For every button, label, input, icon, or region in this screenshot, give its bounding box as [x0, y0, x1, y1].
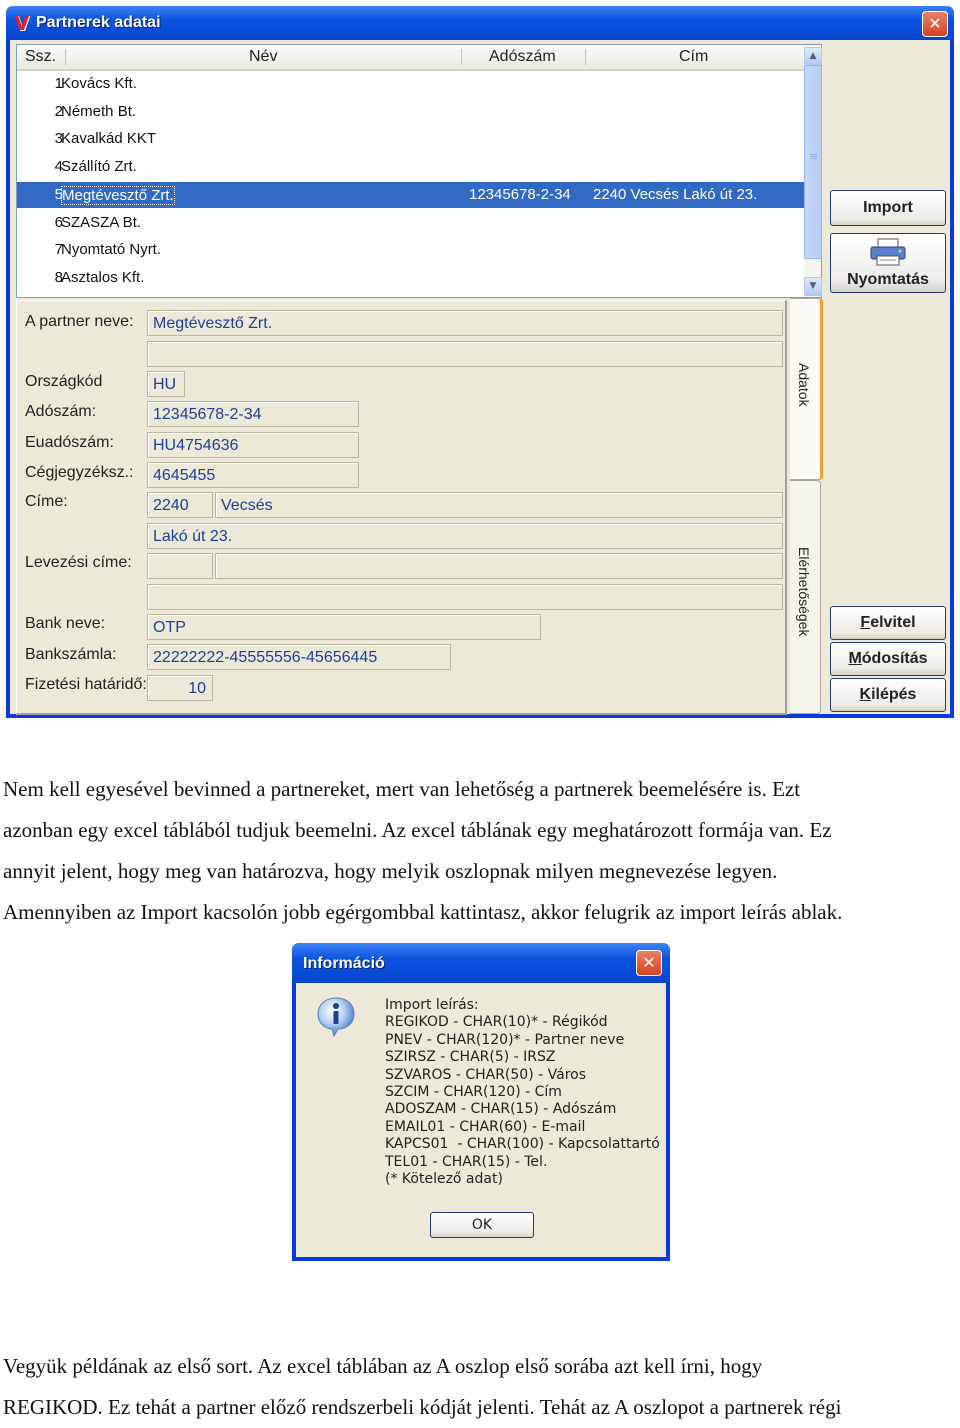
modify-button-accel: M — [848, 650, 862, 667]
close-icon[interactable]: ✕ — [922, 11, 948, 37]
label-country: Országkód — [25, 373, 103, 390]
row-number: 4 — [54, 158, 63, 176]
window-title-bar[interactable] — [6, 6, 954, 40]
row-number: 2 — [54, 102, 63, 120]
partner-form — [16, 300, 787, 715]
import-description-line: (* Kötelező adat) — [385, 1171, 503, 1188]
partner-list[interactable] — [16, 44, 822, 298]
table-row[interactable] — [17, 265, 805, 291]
window-title: Partnerek adatai — [36, 14, 161, 31]
row-number: 1 — [54, 75, 63, 92]
import-description-line: SZVAROS - CHAR(50) - Város — [385, 1066, 586, 1083]
import-description-line: SZCIM - CHAR(120) - Cím — [385, 1084, 562, 1101]
row-address: 2240 Vecsés Lakó út 23. — [593, 185, 758, 203]
row-name: SZASZA Bt. — [61, 213, 142, 231]
import-button[interactable] — [830, 190, 946, 226]
row-number: 8 — [54, 268, 63, 286]
street-field[interactable]: Lakó út 23. — [147, 523, 783, 549]
payment-due-field[interactable]: 10 — [147, 675, 213, 701]
scroll-up-icon[interactable]: ▲ — [804, 47, 822, 66]
print-button-label: Nyomtatás — [847, 271, 929, 288]
column-header-adoszam[interactable]: Adószám — [489, 48, 556, 65]
dialog-title: Információ — [303, 955, 385, 972]
row-name: Szállító Zrt. — [61, 158, 137, 176]
list-scrollbar[interactable] — [804, 45, 821, 297]
import-description-line: KAPCS01 - CHAR(100) - Kapcsolattartó — [385, 1136, 660, 1153]
paragraph-line-2: azonban egy excel táblából tudjuk beemelni. Az excel táblának egy meghatározott formája van. Ez — [3, 818, 832, 842]
info-icon — [314, 995, 358, 1039]
paragraph2-line-2: REGIKOD. Ez tehát a partner előző rendszerbeli kódját jelenti. Tehát az A oszlopot a partnerek régi — [3, 1395, 842, 1419]
row-number: 3 — [54, 130, 63, 148]
tab-elerhetosegek-label: Elérhetőségek — [796, 547, 812, 637]
print-button[interactable] — [830, 233, 946, 293]
label-address: Címe: — [25, 493, 68, 510]
eu-tax-number-field[interactable]: HU4754636 — [147, 432, 359, 458]
bank-name-field[interactable]: OTP — [147, 614, 541, 640]
add-button-accel: F — [860, 614, 871, 631]
import-description-line: SZIRSZ - CHAR(5) - IRSZ — [385, 1049, 556, 1066]
add-button-label: elvitel — [870, 614, 916, 631]
country-code-field[interactable]: HU — [147, 371, 185, 397]
scroll-thumb[interactable] — [804, 65, 822, 259]
label-payment-due: Fizetési határidő: — [25, 676, 147, 693]
row-name: Kovács Kft. — [61, 75, 137, 92]
tax-number-field[interactable]: 12345678-2-34 — [147, 401, 359, 427]
import-description-line: Import leírás: — [385, 997, 479, 1013]
import-description-line: PNEV - CHAR(120)* - Partner neve — [385, 1031, 625, 1048]
exit-button[interactable] — [830, 678, 946, 712]
ok-button[interactable]: OK — [430, 1212, 534, 1238]
paragraph-line-1: Nem kell egyesével bevinned a partnereket, mert van lehetőség a partnerek beemelésére is. Ezt — [3, 777, 801, 801]
paragraph-line-3: annyit jelent, hogy meg van határozva, hogy melyik oszlopnak milyen megnevezése legyen. — [3, 859, 778, 883]
delivery-street-field[interactable] — [147, 584, 783, 610]
dialog-body — [296, 983, 666, 1257]
exit-button-accel: K — [859, 686, 872, 703]
row-name: Megtévesztő Zrt. — [62, 186, 174, 204]
exit-button-label: ilépés — [871, 686, 917, 703]
table-row[interactable] — [17, 126, 805, 152]
import-description-line: TEL01 - CHAR(15) - Tel. — [385, 1153, 548, 1170]
row-name: Németh Bt. — [61, 102, 137, 120]
table-row[interactable] — [17, 71, 805, 97]
column-header-nev[interactable]: Név — [249, 48, 278, 65]
delivery-city-field[interactable] — [215, 553, 783, 579]
list-header — [17, 45, 805, 71]
table-row[interactable] — [17, 237, 805, 263]
label-registry: Cégjegyzéksz.: — [25, 464, 134, 481]
row-name: Nyomtató Nyrt. — [61, 241, 162, 259]
label-bank: Bank neve: — [25, 615, 106, 632]
row-name: Kavalkád KKT — [61, 130, 157, 148]
label-eutax: Euadószám: — [25, 434, 114, 451]
partner-name-field[interactable]: Megtévesztő Zrt. — [147, 310, 783, 336]
bank-account-field[interactable]: 22222222-45555556-45656445 — [147, 644, 451, 670]
import-description-line: REGIKOD - CHAR(10)* - Régikód — [385, 1014, 608, 1031]
scroll-down-icon[interactable]: ▼ — [804, 277, 822, 296]
table-row[interactable] — [17, 210, 805, 236]
label-account: Bankszámla: — [25, 646, 117, 663]
zip-field[interactable]: 2240 — [147, 492, 213, 518]
label-partner-name: A partner neve: — [25, 313, 134, 330]
info-dialog — [292, 943, 670, 1261]
column-header-cim[interactable]: Cím — [679, 48, 709, 65]
label-delivery-address: Levezési címe: — [25, 554, 132, 571]
row-name: Asztalos Kft. — [61, 268, 145, 286]
label-tax: Adószám: — [25, 403, 97, 420]
partner-name-field-2[interactable] — [147, 341, 783, 367]
row-number: 7 — [54, 241, 63, 259]
modify-button-label: ódosítás — [861, 650, 928, 667]
dialog-title-bar[interactable] — [292, 943, 670, 983]
add-button[interactable] — [830, 606, 946, 640]
table-row[interactable] — [17, 99, 805, 125]
window-body — [10, 40, 950, 714]
modify-button[interactable] — [830, 642, 946, 676]
printer-icon — [869, 238, 907, 266]
app-logo-icon: V — [14, 11, 30, 35]
table-row[interactable] — [17, 182, 805, 208]
partner-window — [6, 6, 954, 718]
column-header-ssz[interactable]: Ssz. — [25, 48, 57, 65]
registry-number-field[interactable]: 4645455 — [147, 462, 359, 488]
row-tax: 12345678-2-34 — [469, 185, 571, 203]
dialog-close-icon[interactable]: ✕ — [636, 950, 662, 976]
import-description-line: EMAIL01 - CHAR(60) - E-mail — [385, 1118, 586, 1135]
tab-adatok[interactable] — [790, 298, 823, 480]
delivery-zip-field[interactable] — [147, 553, 213, 579]
city-field[interactable]: Vecsés — [215, 492, 783, 518]
row-number: 5 — [54, 185, 63, 203]
tab-adatok-label: Adatok — [796, 363, 812, 407]
tab-elerhetosegek[interactable] — [790, 480, 821, 714]
table-row[interactable] — [17, 154, 805, 180]
row-number: 6 — [54, 213, 63, 231]
import-description — [385, 997, 660, 1188]
paragraph-line-4: Amennyiben az Import kacsolón jobb egérgombbal kattintasz, akkor felugrik az import leírás ablak. — [3, 900, 843, 924]
import-description-line: ADOSZAM - CHAR(15) - Adószám — [385, 1101, 617, 1118]
import-button-label: Import — [863, 199, 913, 216]
paragraph2-line-1: Vegyük példának az első sort. Az excel táblában az A oszlop első sorába azt kell írni, hogy — [3, 1354, 763, 1378]
